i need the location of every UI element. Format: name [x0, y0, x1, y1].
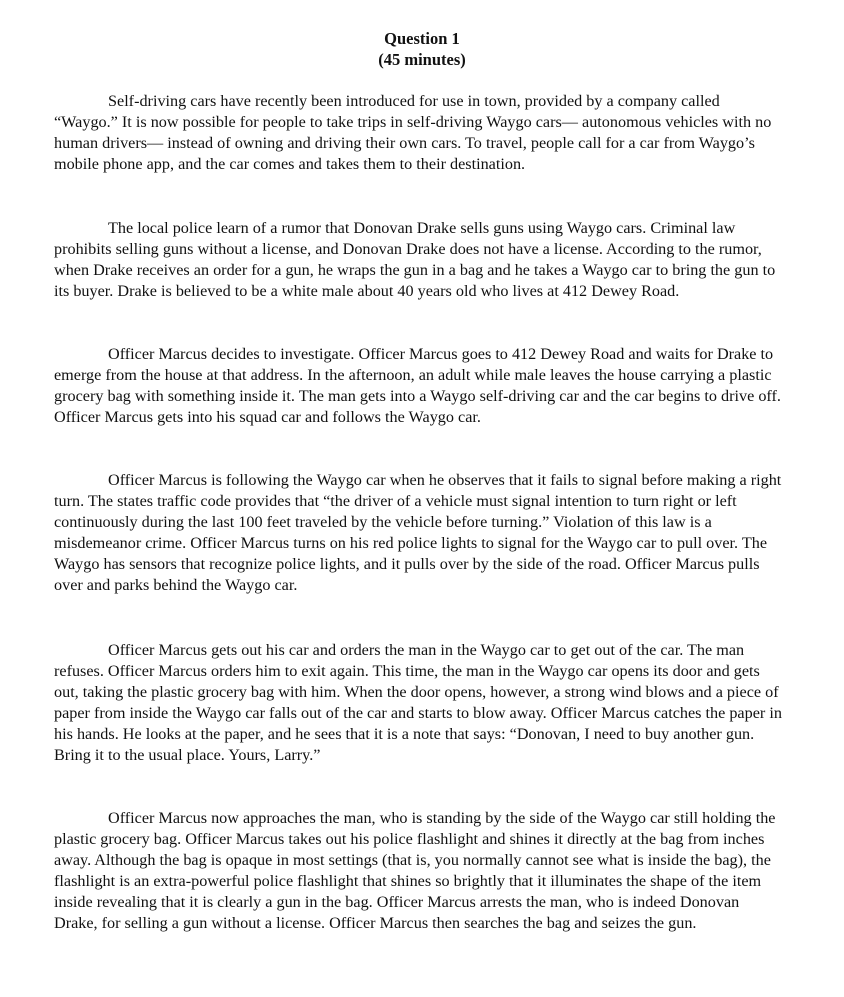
paragraph-3: Officer Marcus decides to investigate. Officer Marcus goes to 412 Dewey Road and waits for Drake to emerge from the house at that address. In the afternoon, an adult while male leaves the house carrying a plastic grocery bag with something inside it. The man gets into a Waygo self-driving car and the car begins to drive off. Officer Marcus gets into his squad car and follows the Waygo car.	[54, 345, 781, 426]
time-limit: (45 minutes)	[378, 50, 466, 69]
paragraph-6: Officer Marcus now approaches the man, who is standing by the side of the Waygo car still holding the plastic grocery bag. Officer Marcus takes out his police flashlight and shines it directly at the bag from inches away. Although the bag is opaque in most settings (that is, you normally cannot see what is inside the bag), the flashlight is an extra-powerful police flashlight that shines so brightly that it illuminates the shape of the item inside revealing that it is clearly a gun in the bag. Officer Marcus arrests the man, who is indeed Donovan Drake, for selling a gun without a license. Officer Marcus then searches the bag and seizes the gun.	[54, 809, 776, 932]
paragraph-2: The local police learn of a rumor that Donovan Drake sells guns using Waygo cars. Criminal law prohibits selling guns without a license, and Donovan Drake does not have a license. According to the rumor, when Drake receives an order for a gun, he wraps the gun in a bag and he takes a Waygo car to bring the gun to its buyer. Drake is believed to be a white male about 40 years old who lives at 412 Dewey Road.	[54, 219, 776, 300]
paragraph-4: Officer Marcus is following the Waygo car when he observes that it fails to signal before making a right turn. The states traffic code provides that “the driver of a vehicle must signal intention to turn right or left continuously during the last 100 feet traveled by the vehicle before turning.” Violation of this law is a misdemeanor crime. Officer Marcus turns on his red police lights to signal for the Waygo car to pull over. The Waygo has sensors that recognize police lights, and it pulls over by the side of the road. Officer Marcus pulls over and parks behind the Waygo car.	[54, 471, 782, 594]
question-title: Question 1	[384, 29, 460, 48]
paragraph-1: Self-driving cars have recently been introduced for use in town, provided by a company called “Waygo.” It is now possible for people to take trips in self-driving Waygo cars— autonomous vehicles with no human drivers— instead of owning and driving their own cars. To travel, people call for a car from Waygo’s mobile phone app, and the car comes and takes them to their destination.	[54, 92, 772, 173]
paragraph-5: Officer Marcus gets out his car and orders the man in the Waygo car to get out of the car. The man refuses. Officer Marcus orders him to exit again. This time, the man in the Waygo car opens its door and gets out, taking the plastic grocery bag with him. When the door opens, however, a strong wind blows and a piece of paper from inside the Waygo car falls out of the car and starts to blow away. Officer Marcus catches the paper in his hands. He looks at the paper, and he sees that it is a note that says: “Donovan, I need to buy another gun. Bring it to the usual place. Yours, Larry.”	[54, 641, 782, 764]
